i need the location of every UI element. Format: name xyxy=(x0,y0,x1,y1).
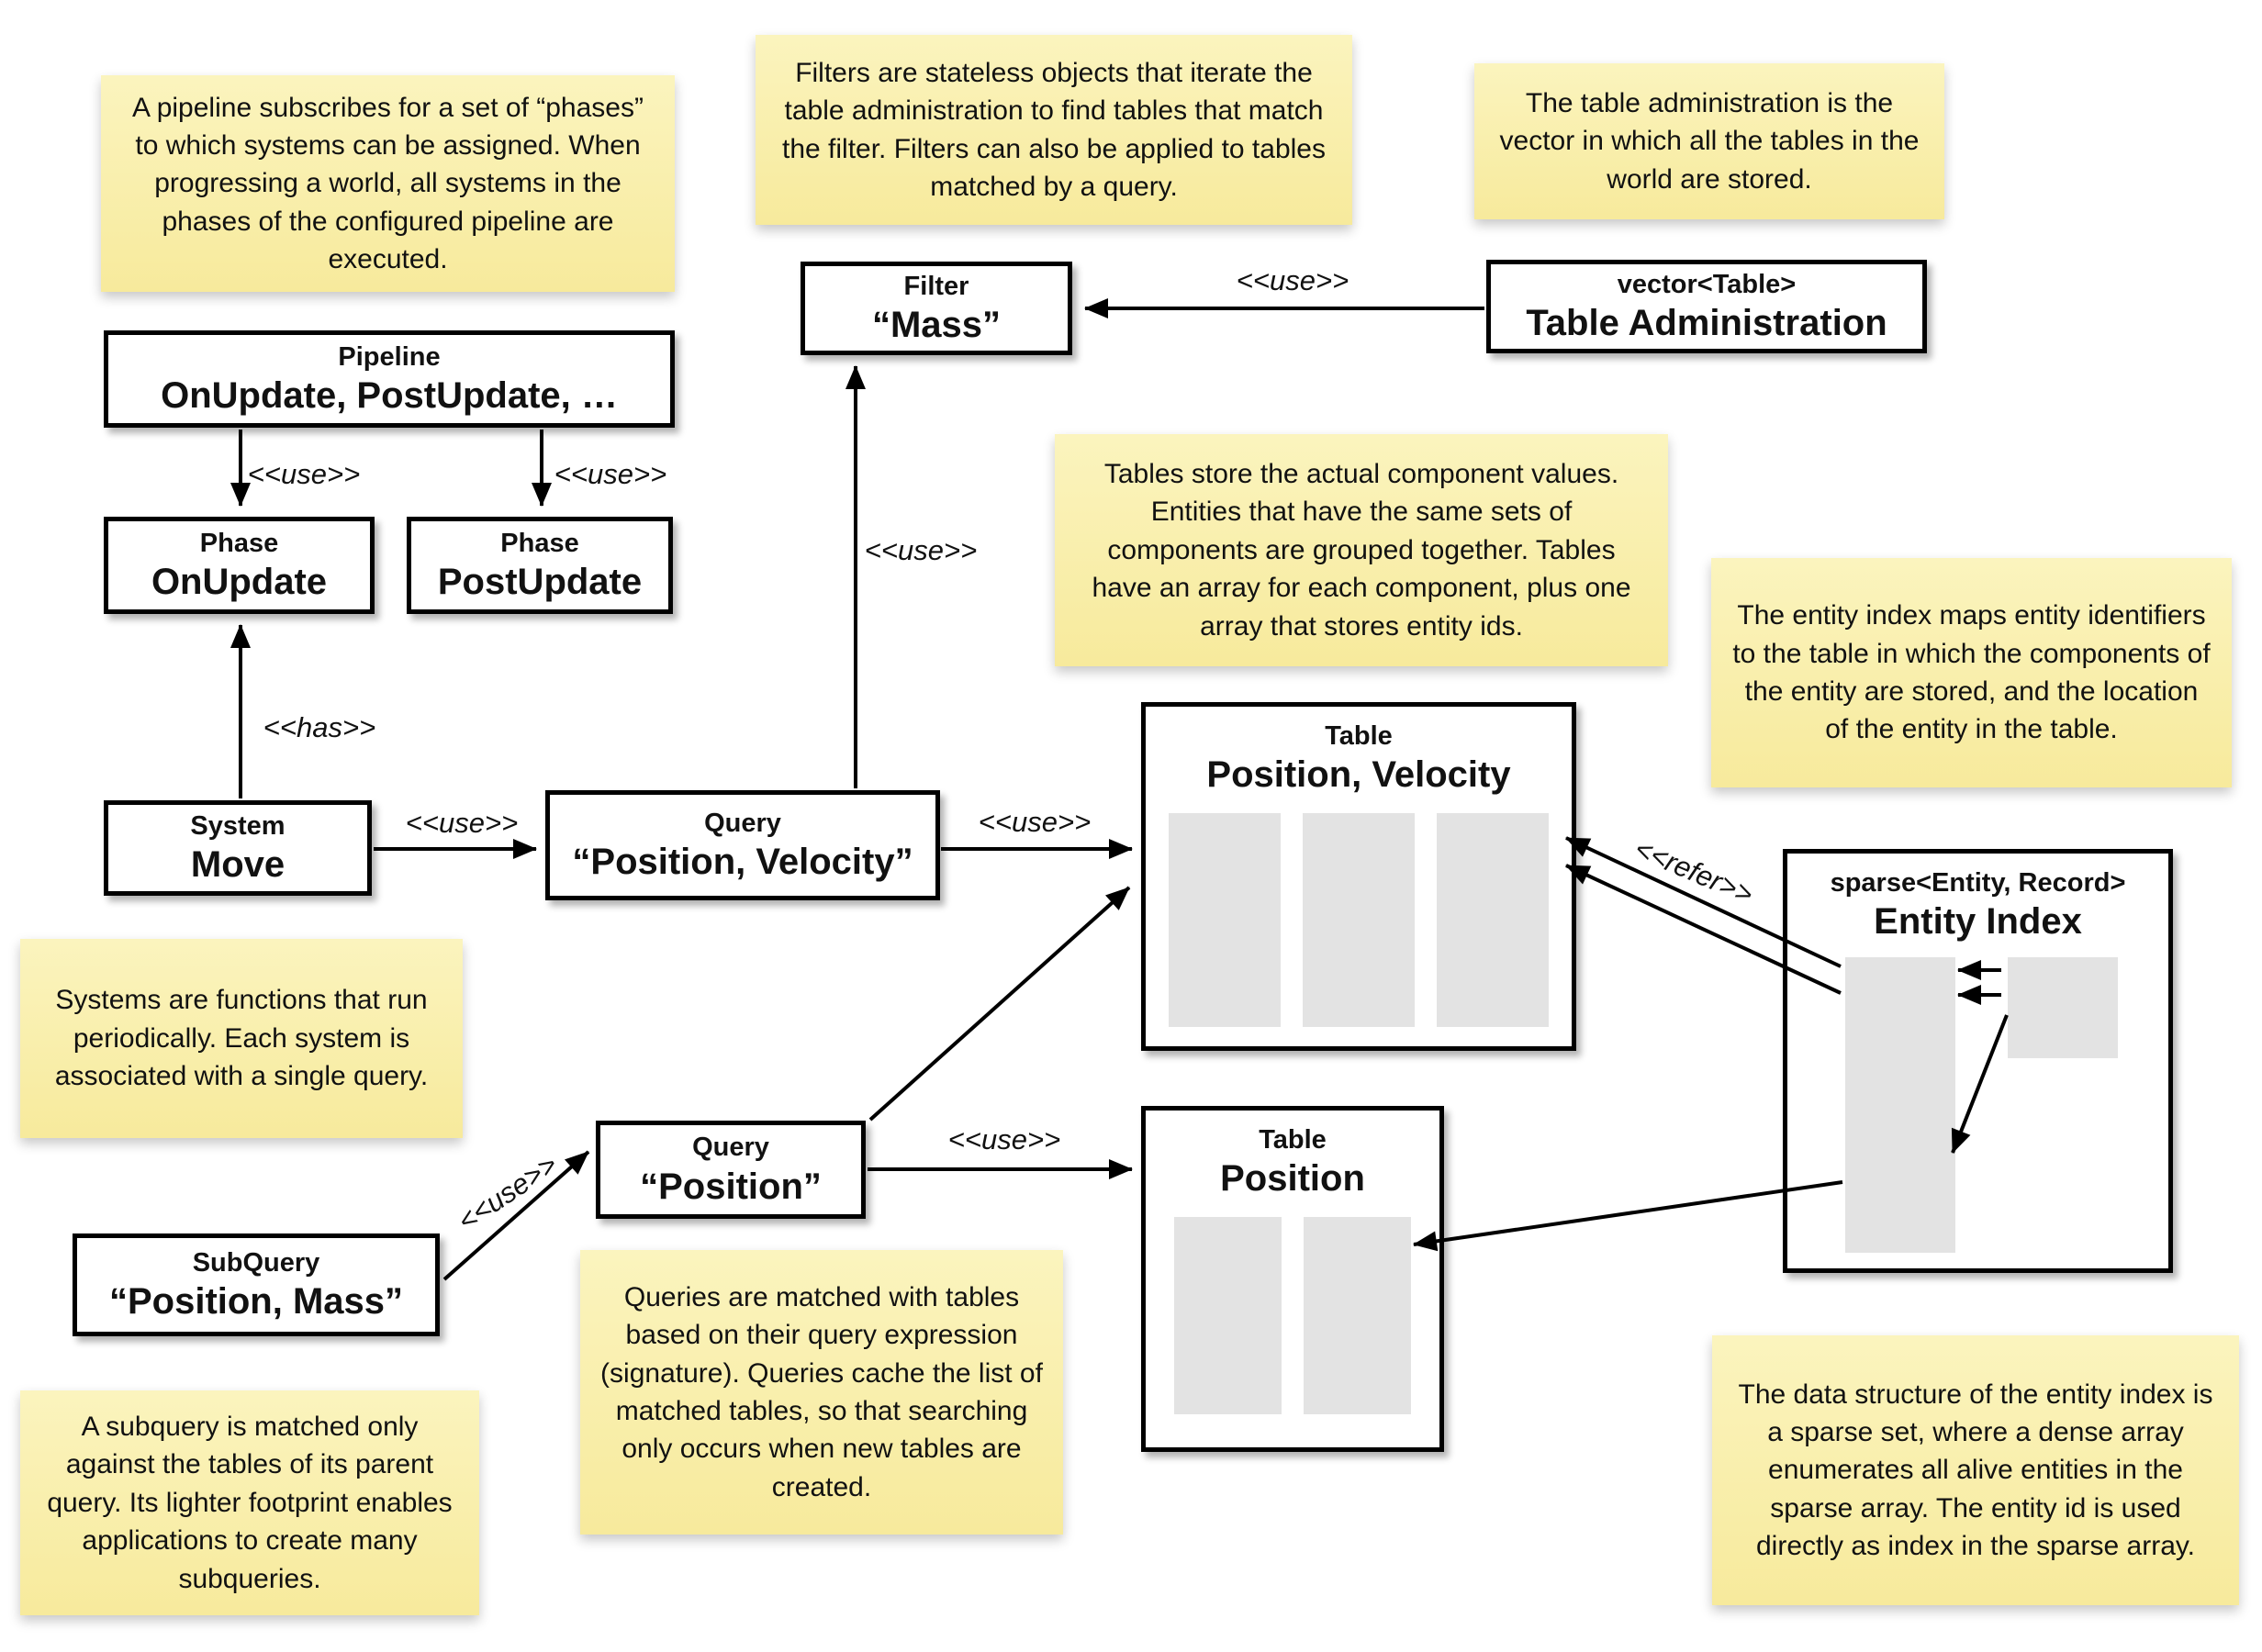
edge-label-use: <<use>> xyxy=(452,1147,564,1238)
edge-label-use: <<use>> xyxy=(947,1123,1061,1155)
box-subquery-position-mass xyxy=(73,1233,440,1336)
box-name: “Position, Velocity” xyxy=(572,842,913,883)
edge-label-use: <<use>> xyxy=(978,806,1092,838)
box-name: Entity Index xyxy=(1874,901,2082,943)
note-text: A pipeline subscribes for a set of “phases” to which systems can be assigned. When progressing a world, all systems in the phases of the configured pipeline are executed. xyxy=(132,92,644,275)
edge-label-has: <<has>> xyxy=(263,711,376,743)
box-stereotype: Phase xyxy=(199,528,279,558)
note-filters xyxy=(756,35,1352,225)
box-stereotype: System xyxy=(190,810,286,841)
note-subquery xyxy=(20,1390,479,1615)
note-pipeline xyxy=(101,75,675,292)
box-phase-postupdate xyxy=(407,517,673,614)
box-name: “Position” xyxy=(640,1166,822,1207)
box-name: OnUpdate, PostUpdate, … xyxy=(161,375,618,417)
box-name: “Mass” xyxy=(871,305,1002,346)
box-entity-index xyxy=(1783,849,2173,1273)
box-stereotype: SubQuery xyxy=(192,1247,320,1278)
note-queries xyxy=(580,1250,1063,1535)
box-filter-mass xyxy=(801,262,1072,355)
note-sparse-set xyxy=(1712,1335,2239,1605)
note-tables xyxy=(1055,434,1668,666)
note-entity-index xyxy=(1711,558,2232,787)
note-text: Filters are stateless objects that iterate the table administration to find tables that match the filter. Filters can also be applied to tables matched by a query. xyxy=(781,57,1326,202)
component-array-bar xyxy=(1174,1217,1282,1414)
box-stereotype: Filter xyxy=(903,271,969,301)
box-name: PostUpdate xyxy=(437,562,643,603)
box-stereotype: Pipeline xyxy=(338,341,441,372)
box-name: Position xyxy=(1220,1158,1365,1200)
box-stereotype: Phase xyxy=(500,528,579,558)
box-pipeline xyxy=(104,330,675,428)
box-name: “Position, Mass” xyxy=(108,1281,404,1323)
note-text: The table administration is the vector in which all the tables in the world are stored. xyxy=(1499,87,1920,195)
component-array-bar xyxy=(1437,813,1549,1027)
box-phase-onupdate xyxy=(104,517,375,614)
component-arrays xyxy=(1163,1217,1422,1414)
box-stereotype: Query xyxy=(692,1133,769,1163)
note-systems xyxy=(20,939,463,1138)
arrow-query-pos-to-table-pv xyxy=(870,887,1129,1120)
note-text: Queries are matched with tables based on their query expression (signature). Queries cache the list of matched tables, so that searching only occurs when new tables are created. xyxy=(600,1281,1043,1502)
box-system-move xyxy=(104,800,372,896)
box-table-position xyxy=(1141,1106,1444,1452)
component-array-bar xyxy=(1303,813,1415,1027)
box-table-administration xyxy=(1486,260,1927,353)
box-stereotype: Table xyxy=(1325,721,1393,751)
box-name: Table Administration xyxy=(1526,303,1887,344)
dense-array-bar xyxy=(2008,957,2118,1058)
component-array-bar xyxy=(1304,1217,1411,1414)
edge-label-use: <<use>> xyxy=(405,807,519,839)
box-query-position-velocity xyxy=(545,790,940,900)
note-text: Tables store the actual component values. Entities that have the same sets of components are grouped together. Tables have an array for each component, plus one array that stores entity ids. xyxy=(1092,459,1631,642)
edge-label-use: <<use>> xyxy=(554,458,667,490)
box-query-position xyxy=(596,1121,866,1219)
box-name: OnUpdate xyxy=(151,562,328,603)
note-text: Systems are functions that run periodically. Each system is associated with a single query. xyxy=(54,985,429,1092)
note-text: The entity index maps entity identifiers to the table in which the components of the entity are stored, and the location of the entity in the table. xyxy=(1732,600,2211,745)
arrow-entityidx-to-table-pos xyxy=(1414,1182,1842,1245)
edge-label-use: <<use>> xyxy=(864,534,978,566)
box-stereotype: vector<Table> xyxy=(1617,269,1797,299)
note-text: The data structure of the entity index is a sparse set, where a dense array enumerates all alive entities in the sparse array. The entity id is used directly as index in the sparse array. xyxy=(1738,1379,2213,1562)
edge-label-use: <<use>> xyxy=(247,458,361,490)
component-arrays xyxy=(1158,813,1560,1027)
edge-label-refer: <<refer>> xyxy=(1629,832,1758,911)
note-table-administration xyxy=(1474,63,1944,219)
box-stereotype: sparse<Entity, Record> xyxy=(1830,868,2126,898)
component-array-bar xyxy=(1169,813,1281,1027)
box-stereotype: Query xyxy=(704,808,781,838)
sparse-array-bar xyxy=(1845,957,1955,1253)
box-stereotype: Table xyxy=(1259,1125,1327,1155)
box-name: Position, Velocity xyxy=(1206,754,1511,796)
box-name: Move xyxy=(190,844,286,886)
box-table-position-velocity xyxy=(1141,702,1576,1051)
note-text: A subquery is matched only against the tables of its parent query. Its lighter footprint enables applications to create many subqueries. xyxy=(47,1412,453,1594)
edge-label-use: <<use>> xyxy=(1236,264,1349,296)
